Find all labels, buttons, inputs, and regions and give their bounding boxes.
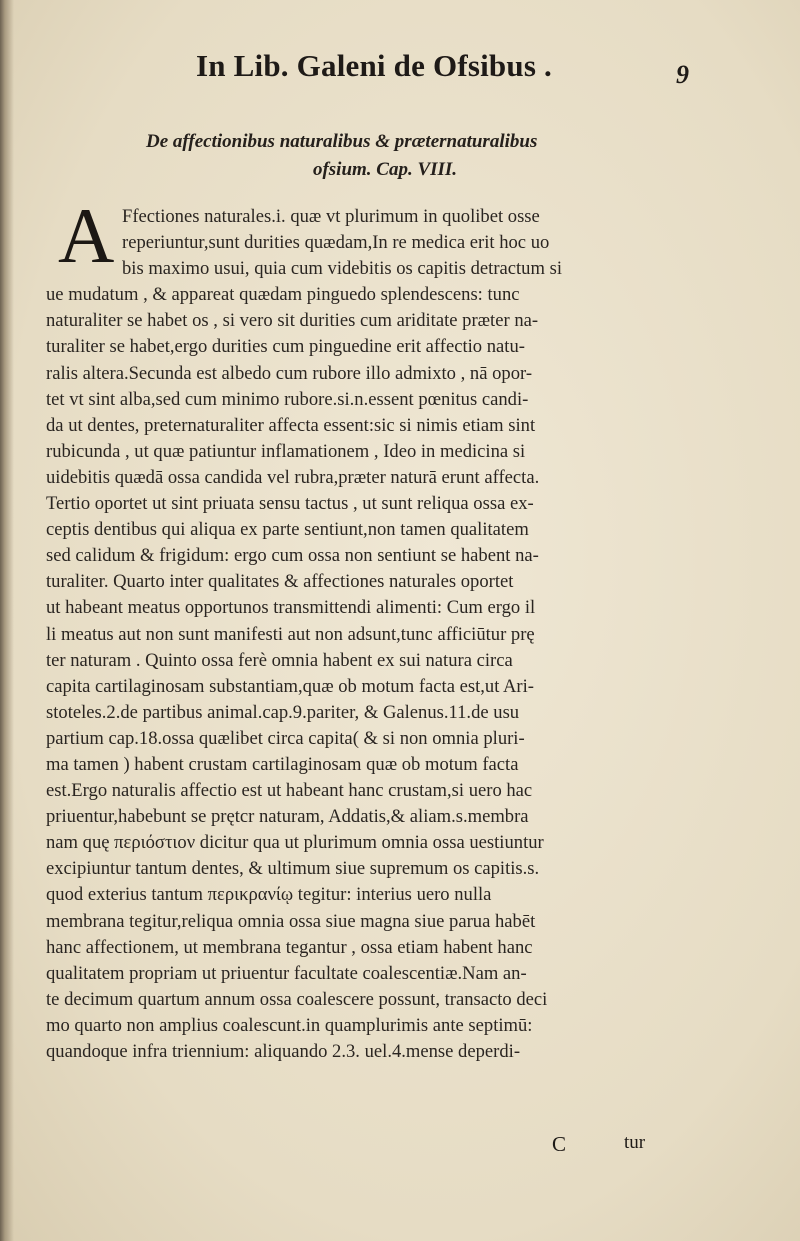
text-line: sed calidum & frigidum: ergo cum ossa non sentiunt se habent na-: [46, 545, 539, 567]
signature-mark: C: [552, 1132, 567, 1156]
text-line: excipiuntur tantum dentes, & ultimum siue supremum os capitis.s.: [46, 858, 540, 880]
running-head: In Lib. Galeni de Ofsibus .: [196, 48, 552, 83]
text-line: quod exterius tantum περικρανίῳ tegitur: interius uero nulla: [46, 884, 492, 906]
page-number: 9: [676, 60, 689, 89]
text-line: mo quarto non amplius coalescunt.in quamplurimis ante septimū:: [46, 1014, 533, 1036]
chapter-title-line-1: De affectionibus naturalibus & præternaturalibus: [146, 131, 538, 152]
text-line: quandoque infra triennium: aliquando 2.3. uel.4.mense deperdi-: [46, 1041, 521, 1062]
chapter-title-line-2: ofsium. Cap. VIII.: [312, 159, 458, 180]
text-line: ma tamen ) habent crustam cartilaginosam quæ ob motum facta: [46, 753, 519, 775]
text-line: turaliter. Quarto inter qualitates & affectiones naturales oportet: [46, 571, 514, 593]
text-line: ralis altera.Secunda est albedo cum rubore illo admixto , nā opor-: [46, 362, 533, 384]
text-line: Ffectiones naturales.i. quæ vt plurimum in quolibet osse: [122, 206, 540, 227]
catchword: tur: [624, 1132, 646, 1153]
text-line: Tertio oportet ut sint priuata sensu tactus , ut sunt reliqua ossa ex-: [46, 493, 534, 515]
text-line: ut habeant meatus opportunos transmittendi alimenti: Cum ergo il: [46, 597, 536, 619]
text-line: capita cartilaginosam substantiam,quæ ob motum facta est,ut Ari-: [46, 675, 534, 697]
body-text: [46, 204, 686, 1065]
text-line: membrana tegitur,reliqua omnia ossa siue magna siue parua habēt: [46, 910, 536, 932]
gutter-shadow: [0, 0, 14, 1241]
text-line: ceptis dentibus qui aliqua ex parte sentiunt,non tamen qualitatem: [46, 519, 529, 541]
chapter-title: [120, 128, 640, 184]
text-line: rubicunda , ut quæ patiuntur inflamationem , Ideo in medicina si: [46, 440, 526, 462]
drop-cap: A: [58, 192, 115, 279]
text-line: ter naturam . Quinto ossa ferè omnia habent ex sui natura circa: [46, 649, 513, 671]
text-line: hanc affectionem, ut membrana tegantur , ossa etiam habent hanc: [46, 936, 533, 958]
text-line: qualitatem propriam ut priuentur facultate coalescentiæ.Nam an-: [46, 962, 527, 984]
text-line: turaliter se habet,ergo durities cum pinguedine erit affectio natu-: [46, 336, 525, 358]
text-line: priuentur,habebunt se prętcr naturam, Addatis,& aliam.s.membra: [46, 806, 529, 828]
text-line: reperiuntur,sunt durities quædam,In re medica erit hoc uo: [122, 232, 550, 254]
text-line: naturaliter se habet os , si vero sit durities cum ariditate præter na-: [46, 310, 539, 332]
text-line: est.Ergo naturalis affectio est ut habeant hanc crustam,si uero hac: [46, 780, 533, 802]
text-line: nam quę περιόστιον dicitur qua ut plurimum omnia ossa uestiuntur: [46, 832, 544, 854]
text-line: bis maximo usui, quia cum videbitis os capitis detractum si: [122, 258, 562, 280]
text-line: tet vt sint alba,sed cum minimo rubore.si.n.essent pœnitus candi-: [46, 388, 529, 410]
text-line: da ut dentes, preternaturaliter affecta essent:sic si nimis etiam sint: [46, 414, 536, 436]
text-line: ue mudatum , & appareat quædam pinguedo splendescens: tunc: [46, 284, 520, 306]
text-line: partium cap.18.ossa quælibet circa capita( & si non omnia pluri-: [46, 727, 525, 749]
text-line: li meatus aut non sunt manifesti aut non adsunt,tunc afficiūtur prę: [46, 623, 535, 645]
text-line: uidebitis quædā ossa candida vel rubra,præter naturā erunt affecta.: [46, 466, 540, 488]
text-line: stoteles.2.de partibus animal.cap.9.pariter, & Galenus.11.de usu: [46, 701, 520, 723]
text-line: te decimum quartum annum ossa coalescere possunt, transacto deci: [46, 988, 548, 1010]
